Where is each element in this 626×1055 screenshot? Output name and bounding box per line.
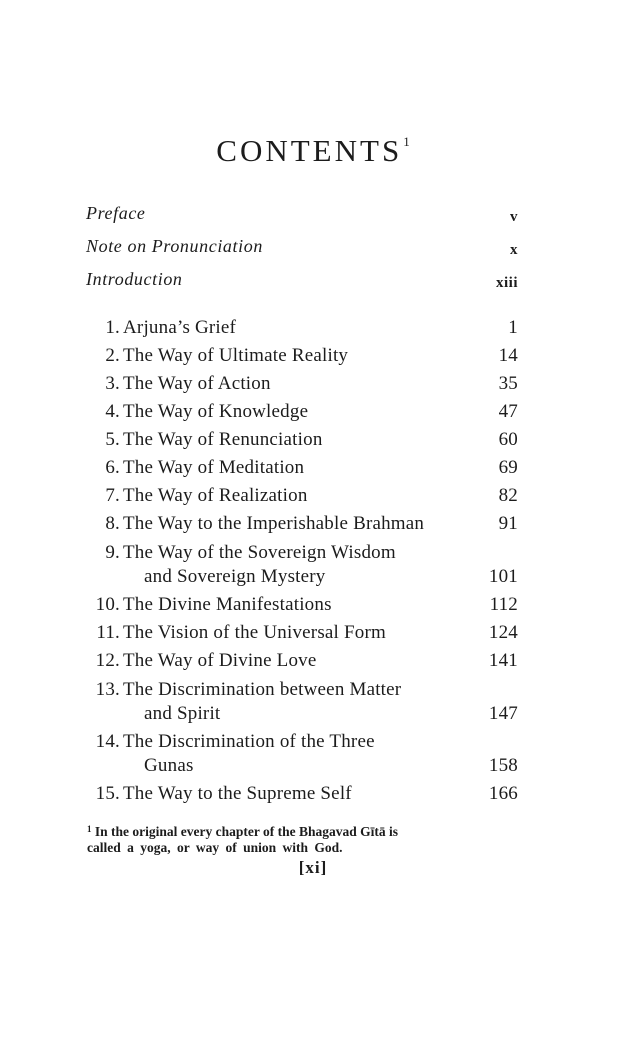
- front-matter-label: Preface: [86, 203, 146, 223]
- footnote: [87, 821, 517, 856]
- chapter-title-continued: Gunas: [144, 755, 194, 776]
- front-matter-page: x: [510, 242, 518, 258]
- chapter-page: 47: [498, 401, 518, 422]
- front-matter-label: Note on Pronunciation: [86, 236, 263, 256]
- chapter-title-continued: and Spirit: [144, 703, 221, 724]
- chapter-entry-13: [86, 678, 518, 726]
- chapter-entry-11: [86, 621, 518, 645]
- chapter-number: 12.: [95, 650, 120, 671]
- chapter-page: 112: [489, 594, 518, 615]
- chapter-number: 14.: [95, 731, 120, 752]
- title-footnote-mark: 1: [403, 133, 410, 149]
- chapter-title: The Way of Knowledge: [123, 401, 309, 422]
- front-matter-page: xiii: [495, 275, 518, 291]
- chapter-number: 7.: [105, 485, 120, 506]
- front-matter-label: Introduction: [86, 269, 183, 289]
- chapter-number: 9.: [105, 542, 120, 563]
- front-matter-row-note-on-pronunciation: [86, 236, 518, 260]
- chapter-title: The Way to the Supreme Self: [123, 783, 352, 804]
- chapter-title: The Way of Action: [123, 373, 271, 394]
- chapter-number: 5.: [105, 429, 120, 450]
- footnote-mark: 1: [87, 824, 92, 834]
- chapter-number: 10.: [95, 594, 120, 615]
- chapter-number: 11.: [96, 622, 120, 643]
- chapter-entry-4: [86, 400, 518, 424]
- chapter-page: 158: [488, 755, 518, 776]
- chapter-entry-3: [86, 372, 518, 396]
- chapter-title: The Way of the Sovereign Wisdom: [123, 542, 396, 563]
- footnote-first-line: [87, 821, 398, 840]
- chapter-title: The Way of Renunciation: [123, 429, 323, 450]
- front-matter-row-introduction: [86, 269, 518, 293]
- footnote-text-1: In the original every chapter of the Bhagavad Gītā is: [94, 824, 398, 839]
- chapter-title: The Way of Realization: [123, 485, 308, 506]
- chapter-entry-14: [86, 730, 518, 778]
- chapter-number: 2.: [105, 345, 120, 366]
- chapter-page: 101: [488, 566, 518, 587]
- chapter-page: 147: [488, 703, 518, 724]
- chapter-number: 15.: [95, 783, 120, 804]
- chapter-page: 141: [488, 650, 518, 671]
- chapter-number: 4.: [105, 401, 120, 422]
- chapter-title: The Discrimination of the Three: [123, 731, 375, 752]
- chapter-entry-8: [86, 512, 518, 536]
- chapter-entry-6: [86, 456, 518, 480]
- chapter-entry-5: [86, 428, 518, 452]
- chapter-number: 1.: [105, 317, 120, 338]
- chapter-entry-2: [86, 344, 518, 368]
- chapter-title-continued: and Sovereign Mystery: [144, 566, 326, 587]
- chapter-page: 124: [488, 622, 518, 643]
- chapter-page: 69: [498, 457, 518, 478]
- chapter-number: 3.: [105, 373, 120, 394]
- chapter-title: The Vision of the Universal Form: [123, 622, 386, 643]
- chapter-number: 6.: [105, 457, 120, 478]
- chapter-title: The Discrimination between Matter: [123, 679, 402, 700]
- chapter-page: 1: [508, 317, 518, 338]
- footnote-line-1: [87, 821, 517, 840]
- footnote-text-2: called a yoga, or way of union with God.: [87, 840, 343, 855]
- chapter-page: 60: [498, 429, 518, 450]
- chapter-entry-9: [86, 541, 518, 589]
- chapter-entry-15: [86, 782, 518, 806]
- chapter-title: The Way of Divine Love: [123, 650, 317, 671]
- chapter-title: The Way of Ultimate Reality: [123, 345, 349, 366]
- page-number: [xi]: [298, 858, 328, 877]
- front-matter-page: v: [510, 209, 518, 225]
- chapter-title: The Divine Manifestations: [123, 594, 332, 615]
- page-title: [0, 133, 626, 169]
- front-matter-row-preface: [86, 203, 518, 227]
- chapter-page: 82: [498, 485, 518, 506]
- chapter-number: 8.: [105, 513, 120, 534]
- chapter-entry-1: [86, 316, 518, 340]
- chapter-title: The Way to the Imperishable Brahman: [123, 513, 425, 534]
- chapter-page: 35: [498, 373, 518, 394]
- chapter-page: 14: [498, 345, 518, 366]
- chapter-title: The Way of Meditation: [123, 457, 305, 478]
- page-title-text: CONTENTS: [216, 132, 403, 168]
- chapter-page: 166: [488, 783, 518, 804]
- chapter-number: 13.: [95, 679, 120, 700]
- chapter-title: Arjuna’s Grief: [123, 317, 237, 338]
- chapter-entry-7: [86, 484, 518, 508]
- footnote-line-2: [87, 840, 517, 856]
- chapter-entry-10: [86, 593, 518, 617]
- chapter-entry-12: [86, 649, 518, 673]
- chapter-page: 91: [498, 513, 518, 534]
